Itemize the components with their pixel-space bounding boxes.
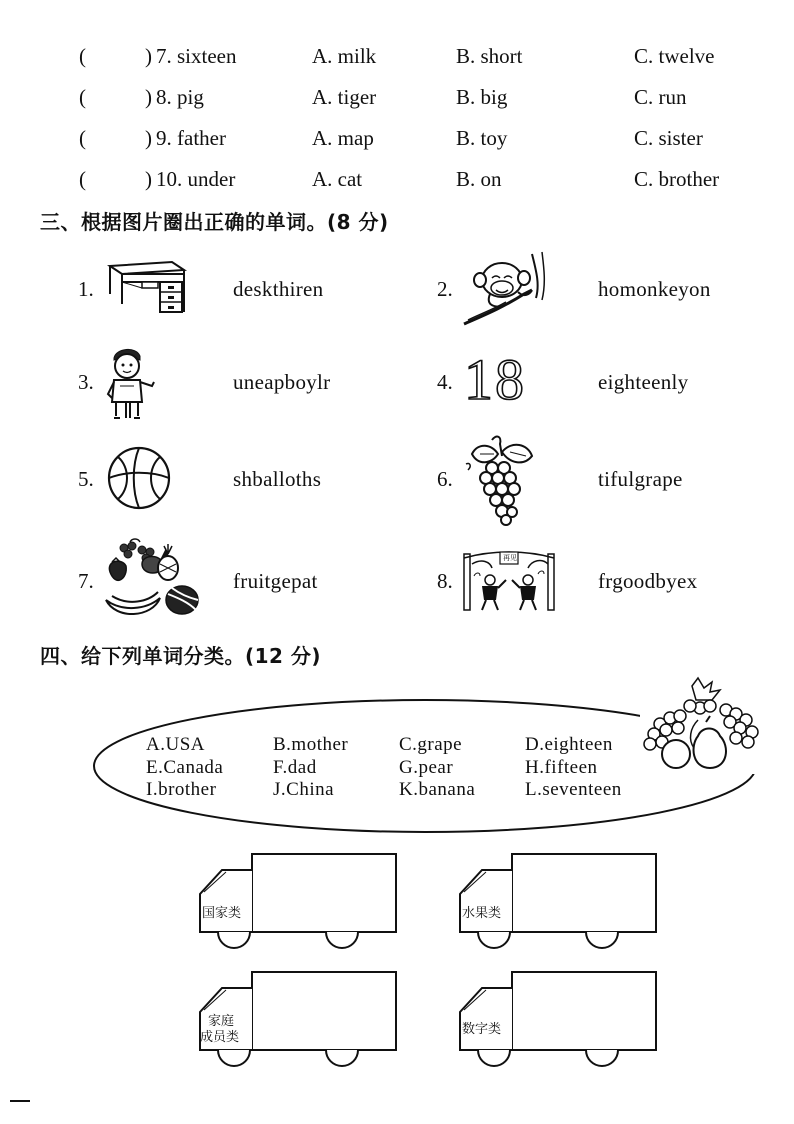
word-option: D.eighteen [525, 734, 613, 755]
letter-string[interactable]: uneapboylr [233, 370, 331, 394]
word-option: E.Canada [146, 757, 224, 778]
truck-label: 家庭 [208, 1014, 235, 1029]
option-c: C. run [634, 85, 687, 109]
fruit-basket-icon [640, 676, 764, 774]
goodbye-sign-text: 再见 [503, 554, 517, 562]
option-b: B. big [456, 85, 508, 109]
item-number: 8. [437, 569, 453, 593]
paren-open: ( [79, 85, 86, 109]
item-number: 1. [78, 277, 94, 301]
paren-close: ) [145, 126, 152, 150]
letter-string[interactable]: fruitgepat [233, 569, 318, 593]
question-word: 10. under [156, 167, 236, 191]
word-option: I.brother [146, 779, 217, 800]
paren-open: ( [79, 126, 86, 150]
page-mark [10, 1100, 30, 1102]
word-option: H.fifteen [525, 757, 598, 778]
section-4-title: 四、给下列单词分类。(12 分) [40, 644, 322, 668]
word-option: K.banana [399, 779, 476, 800]
truck-label: 数字类 [462, 1022, 502, 1037]
truck-label: 水果类 [462, 906, 502, 921]
question-word: 8. pig [156, 85, 204, 109]
word-option: J.China [273, 779, 335, 800]
paren-close: ) [145, 85, 152, 109]
option-a: A. tiger [312, 85, 377, 109]
letter-string[interactable]: shballoths [233, 467, 322, 491]
letter-string[interactable]: homonkeyon [598, 277, 711, 301]
option-a: A. milk [312, 44, 377, 68]
goodbye-picture [462, 546, 556, 612]
grape-picture [462, 434, 536, 526]
truck-label: 国家类 [202, 906, 242, 921]
word-option: C.grape [399, 734, 463, 755]
letter-string[interactable]: tifulgrape [598, 467, 683, 491]
item-number: 7. [78, 569, 94, 593]
item-number: 3. [78, 370, 94, 394]
question-word: 7. sixteen [156, 44, 237, 68]
desk-picture [104, 258, 188, 314]
word-option: A.USA [146, 734, 205, 755]
truck-country [196, 852, 400, 956]
boy-picture [100, 346, 158, 422]
fruit-picture [102, 538, 204, 622]
paren-close: ) [145, 167, 152, 191]
letter-string[interactable]: eighteenly [598, 370, 689, 394]
item-number: 5. [78, 467, 94, 491]
ball-picture [104, 445, 174, 511]
item-number: 6. [437, 467, 453, 491]
option-c: C. twelve [634, 44, 715, 68]
eighteen-picture: 18 [464, 347, 526, 412]
word-option: F.dad [273, 757, 317, 778]
item-number: 4. [437, 370, 453, 394]
option-a: A. map [312, 126, 374, 150]
question-word: 9. father [156, 126, 226, 150]
paren-open: ( [79, 167, 86, 191]
letter-string[interactable]: deskthiren [233, 277, 324, 301]
truck-family [196, 970, 400, 1074]
word-option: B.mother [273, 734, 349, 755]
paren-close: ) [145, 44, 152, 68]
option-a: A. cat [312, 167, 363, 191]
word-option: L.seventeen [525, 779, 622, 800]
truck-number [456, 970, 660, 1074]
truck-fruit [456, 852, 660, 956]
option-b: B. on [456, 167, 502, 191]
option-c: C. sister [634, 126, 703, 150]
section-3-title: 三、根据图片圈出正确的单词。(8 分) [40, 210, 389, 234]
option-c: C. brother [634, 167, 720, 191]
word-option: G.pear [399, 757, 454, 778]
letter-string[interactable]: frgoodbyex [598, 569, 698, 593]
item-number: 2. [437, 277, 453, 301]
monkey-picture [462, 250, 550, 328]
option-b: B. short [456, 44, 523, 68]
paren-open: ( [79, 44, 86, 68]
truck-label: 成员类 [200, 1030, 240, 1045]
option-b: B. toy [456, 126, 508, 150]
